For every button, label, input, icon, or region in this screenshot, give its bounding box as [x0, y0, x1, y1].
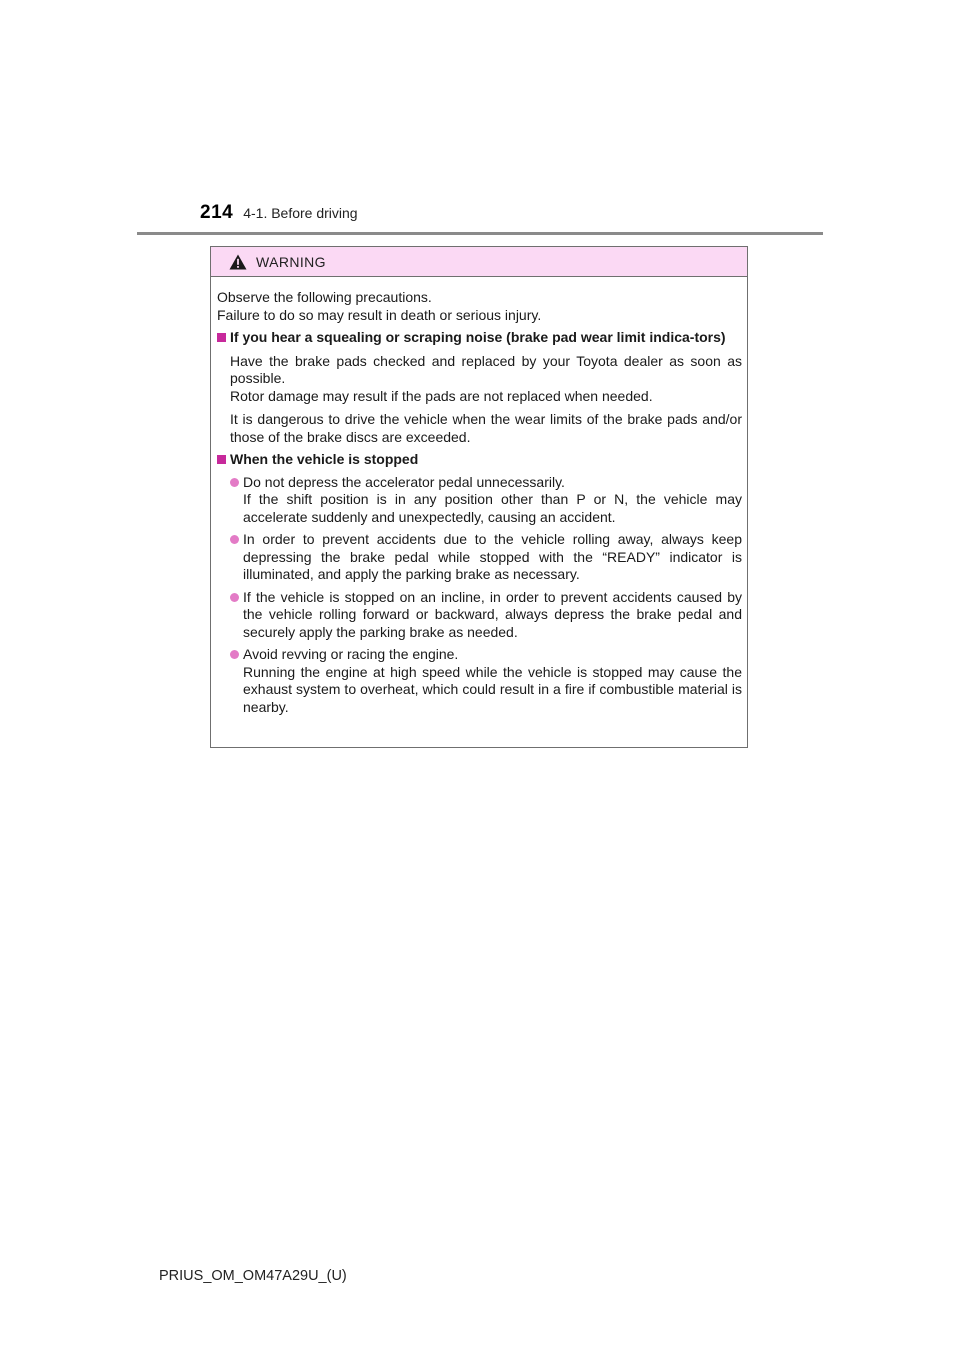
- document-code: PRIUS_OM_OM47A29U_(U): [159, 1268, 347, 1284]
- header-rule: [137, 232, 823, 235]
- intro-line: Observe the following precautions.: [217, 289, 432, 305]
- dot-bullet-icon: [230, 535, 239, 544]
- section-heading-text: When the vehicle is stopped: [230, 451, 419, 467]
- dot-bullet-icon: [230, 478, 239, 487]
- section-title: 4-1. Before driving: [243, 205, 358, 221]
- section-vehicle-stopped: [217, 451, 742, 716]
- list-item-text: [243, 589, 742, 642]
- list-item-text: [243, 646, 742, 716]
- section-heading-text: If you hear a squealing or scraping noise (brake pad wear limit indica-tors): [230, 329, 726, 345]
- section-heading: [217, 329, 742, 347]
- list-item-text: [243, 474, 742, 527]
- list-item-text: [243, 531, 742, 584]
- page-number: 214: [200, 202, 234, 223]
- section-brake-noise: [217, 329, 742, 446]
- paragraph: [230, 411, 742, 446]
- page-header: [200, 202, 358, 232]
- paragraph-line: Have the brake pads checked and replaced by your Toyota dealer as soon as possible.: [230, 352, 742, 386]
- dot-bullet-icon: [230, 650, 239, 659]
- warning-box: [210, 246, 748, 748]
- list-item: [230, 531, 742, 584]
- warning-label: WARNING: [256, 253, 326, 270]
- list-item-line: Do not depress the accelerator pedal unnecessarily.: [243, 473, 565, 490]
- square-bullet-icon: [217, 333, 226, 342]
- paragraph-line: Rotor damage may result if the pads are not replaced when needed.: [230, 387, 653, 404]
- list-item-line: In order to prevent accidents due to the vehicle rolling away, always keep depressing the brake pedal while stopped with the “READY” indicator is illuminated, and apply the parking brake as necessary.: [243, 531, 742, 582]
- section-text: [230, 353, 742, 447]
- list-item-line: If the shift position is in any position other than P or N, the vehicle may accelerate suddenly and unexpectedly, causing an accident.: [243, 491, 742, 525]
- dot-bullet-icon: [230, 593, 239, 602]
- warning-intro: [217, 289, 742, 324]
- warning-body: [211, 277, 747, 716]
- list-item-line: Running the engine at high speed while the vehicle is stopped may cause the exhaust system to overheat, which could result in a fire if combustible material is nearby.: [243, 663, 742, 715]
- list-item: [230, 474, 742, 527]
- list-item: [230, 646, 742, 716]
- list-item-line: Avoid revving or racing the engine.: [243, 646, 459, 662]
- square-bullet-icon: [217, 455, 226, 464]
- warning-triangle-icon: [229, 254, 247, 270]
- section-heading: [217, 451, 742, 469]
- list-item-line: If the vehicle is stopped on an incline, in order to prevent accidents caused by the vehicle rolling forward or backward, always depress the brake pedal and securely apply the parking brake as needed.: [243, 588, 742, 640]
- warning-header: [211, 247, 747, 277]
- paragraph-line: It is dangerous to drive the vehicle when the wear limits of the brake pads and/or those of the brake discs are exceeded.: [230, 411, 742, 445]
- intro-line: Failure to do so may result in death or serious injury.: [217, 306, 542, 323]
- paragraph: [230, 353, 742, 406]
- list-item: [230, 589, 742, 642]
